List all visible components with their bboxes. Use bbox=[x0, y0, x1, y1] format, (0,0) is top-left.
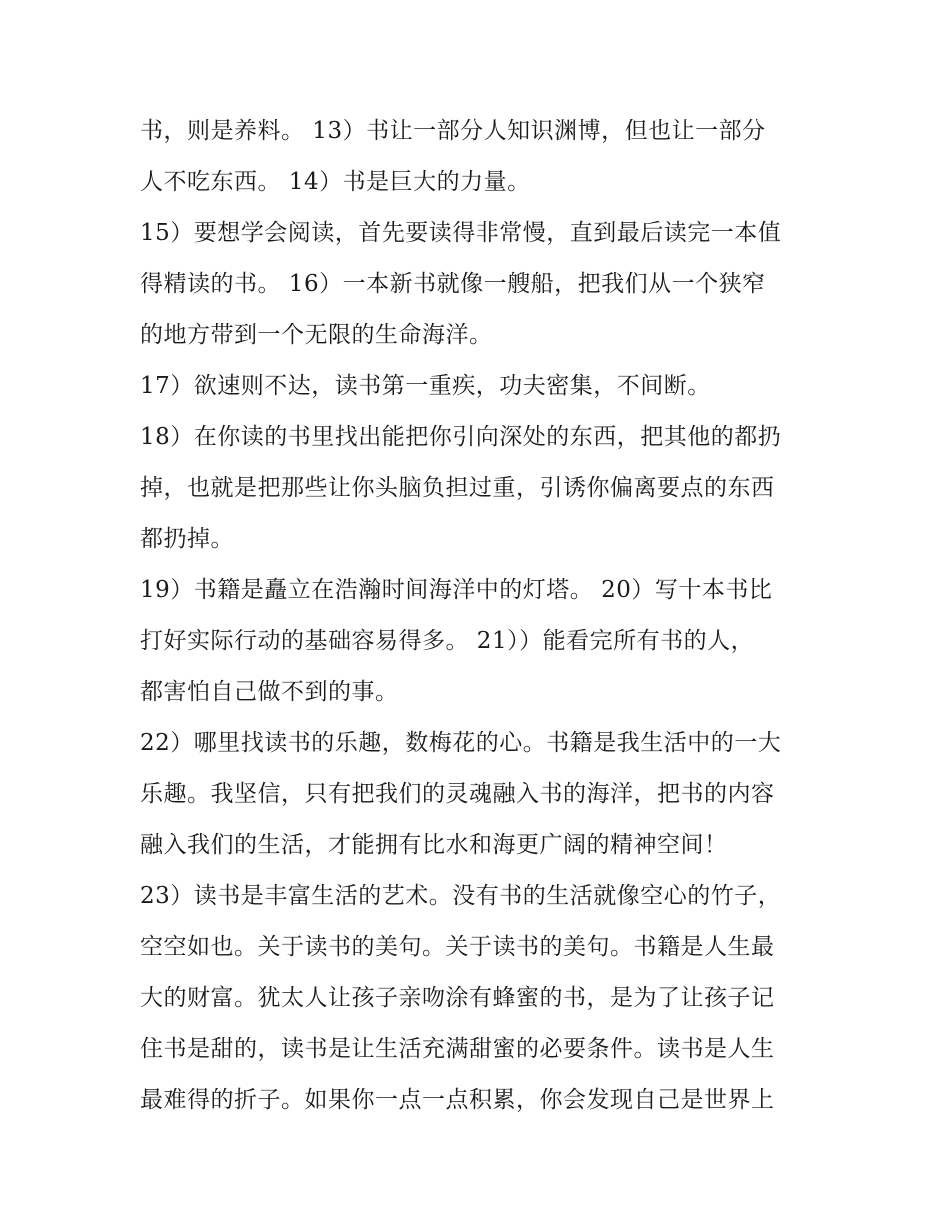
text-line: 乐趣。我坚信，只有把我们的灵魂融入书的海洋，把书的内容 bbox=[140, 781, 775, 807]
text-line: 打好实际行动的基础容易得多。 21））能看完所有书的人， bbox=[140, 628, 755, 654]
text-line: 人不吃东西。 14）书是巨大的力量。 bbox=[140, 169, 531, 195]
text-line: 15）要想学会阅读，首先要读得非常慢，直到最后读完一本值 bbox=[140, 220, 782, 246]
text-line: 掉，也就是把那些让你头脑负担过重，引诱你偏离要点的东西 bbox=[140, 475, 775, 501]
text-line: 得精读的书。 16）一本新书就像一艘船，把我们从一个狭窄 bbox=[140, 271, 766, 297]
document-body bbox=[140, 106, 830, 1126]
text-line: 融入我们的生活，才能拥有比水和海更广阔的精神空间！ bbox=[140, 832, 728, 858]
text-line: 18）在你读的书里找出能把你引向深处的东西，把其他的都扔 bbox=[140, 424, 782, 450]
text-line: 住书是甜的，读书是让生活充满甜蜜的必要条件。读书是人生 bbox=[140, 1036, 775, 1062]
text-line: 的地方带到一个无限的生命海洋。 bbox=[140, 322, 493, 348]
text-line: 19）书籍是矗立在浩瀚时间海洋中的灯塔。 20）写十本书比 bbox=[140, 577, 773, 603]
text-line: 都扔掉。 bbox=[140, 526, 234, 552]
text-line: 22）哪里找读书的乐趣，数梅花的心。书籍是我生活中的一大 bbox=[140, 730, 782, 756]
text-line: 大的财富。犹太人让孩子亲吻涂有蜂蜜的书，是为了让孩子记 bbox=[140, 985, 775, 1011]
text-line: 17）欲速则不达，读书第一重疾，功夫密集，不间断。 bbox=[140, 373, 711, 399]
text-line: 最难得的折子。如果你一点一点积累，你会发现自己是世界上 bbox=[140, 1087, 775, 1113]
text-line: 书，则是养料。 13）书让一部分人知识渊博，但也让一部分 bbox=[140, 118, 766, 144]
text-line: 23）读书是丰富生活的艺术。没有书的生活就像空心的竹子， bbox=[140, 883, 782, 909]
text-line: 空空如也。关于读书的美句。关于读书的美句。书籍是人生最 bbox=[140, 934, 775, 960]
text-line: 都害怕自己做不到的事。 bbox=[140, 679, 399, 705]
